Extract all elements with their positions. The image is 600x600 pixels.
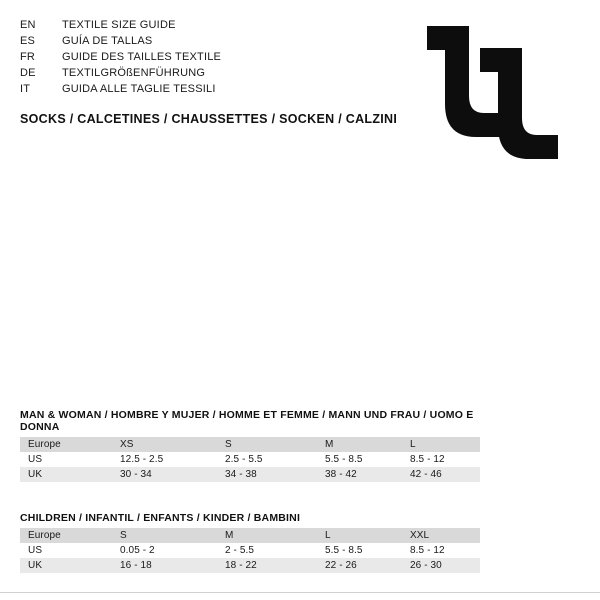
table-caption: CHILDREN / INFANTIL / ENFANTS / KINDER / BAMBINI [20, 512, 301, 524]
table-row [20, 452, 480, 467]
language-text: TEXTILE SIZE GUIDE [62, 19, 176, 31]
size-table-children [20, 512, 480, 573]
size-table [20, 528, 480, 573]
size-table-adults [20, 409, 480, 482]
language-text: TEXTILGRÖßENFÜHRUNG [62, 67, 206, 79]
table-row [20, 467, 480, 482]
table-cell: 18 - 22 [217, 558, 317, 573]
table-cell: M [317, 437, 402, 452]
table-cell: 12.5 - 2.5 [112, 452, 217, 467]
table-cell: Europe [20, 528, 112, 543]
language-code: ES [20, 35, 36, 47]
table-cell: S [112, 528, 217, 543]
language-text: GUÍA DE TALLAS [62, 35, 153, 47]
table-row [20, 543, 480, 558]
table-cell: Europe [20, 437, 112, 452]
language-row [20, 81, 380, 97]
language-code: IT [20, 83, 31, 95]
page-title: SOCKS / CALCETINES / CHAUSSETTES / SOCKEN / CALZINI [20, 112, 398, 126]
table-cell: 16 - 18 [112, 558, 217, 573]
language-code: EN [20, 19, 36, 31]
table-cell: S [217, 437, 317, 452]
language-row [20, 33, 380, 49]
table-cell: 26 - 30 [402, 558, 480, 573]
table-cell: 2 - 5.5 [217, 543, 317, 558]
table-row [20, 558, 480, 573]
table-cell: 30 - 34 [112, 467, 217, 482]
table-cell: 2.5 - 5.5 [217, 452, 317, 467]
table-cell: M [217, 528, 317, 543]
language-text: GUIDE DES TAILLES TEXTILE [62, 51, 222, 63]
table-cell: L [317, 528, 402, 543]
pair-of-socks-illustration [405, 14, 570, 174]
language-code: FR [20, 51, 36, 63]
language-row [20, 49, 380, 65]
table-cell: XXL [402, 528, 480, 543]
language-list [20, 17, 380, 97]
table-cell: L [402, 437, 480, 452]
language-row [20, 65, 380, 81]
table-cell: 0.05 - 2 [112, 543, 217, 558]
table-cell: UK [20, 467, 112, 482]
language-code: DE [20, 67, 36, 79]
table-row [20, 528, 480, 543]
table-cell: 5.5 - 8.5 [317, 452, 402, 467]
table-cell: XS [112, 437, 217, 452]
language-row [20, 17, 380, 33]
table-cell: 22 - 26 [317, 558, 402, 573]
table-cell: 8.5 - 12 [402, 452, 480, 467]
table-cell: 34 - 38 [217, 467, 317, 482]
footer-divider [0, 592, 600, 593]
table-cell: US [20, 543, 112, 558]
language-text: GUIDA ALLE TAGLIE TESSILI [62, 83, 216, 95]
table-cell: UK [20, 558, 112, 573]
table-cell: 42 - 46 [402, 467, 480, 482]
size-table [20, 437, 480, 482]
table-cell: 38 - 42 [317, 467, 402, 482]
table-caption: MAN & WOMAN / HOMBRE Y MUJER / HOMME ET FEMME / MANN UND FRAU / UOMO E DONNA [20, 409, 474, 433]
table-cell: 5.5 - 8.5 [317, 543, 402, 558]
table-cell: US [20, 452, 112, 467]
table-cell: 8.5 - 12 [402, 543, 480, 558]
table-row [20, 437, 480, 452]
